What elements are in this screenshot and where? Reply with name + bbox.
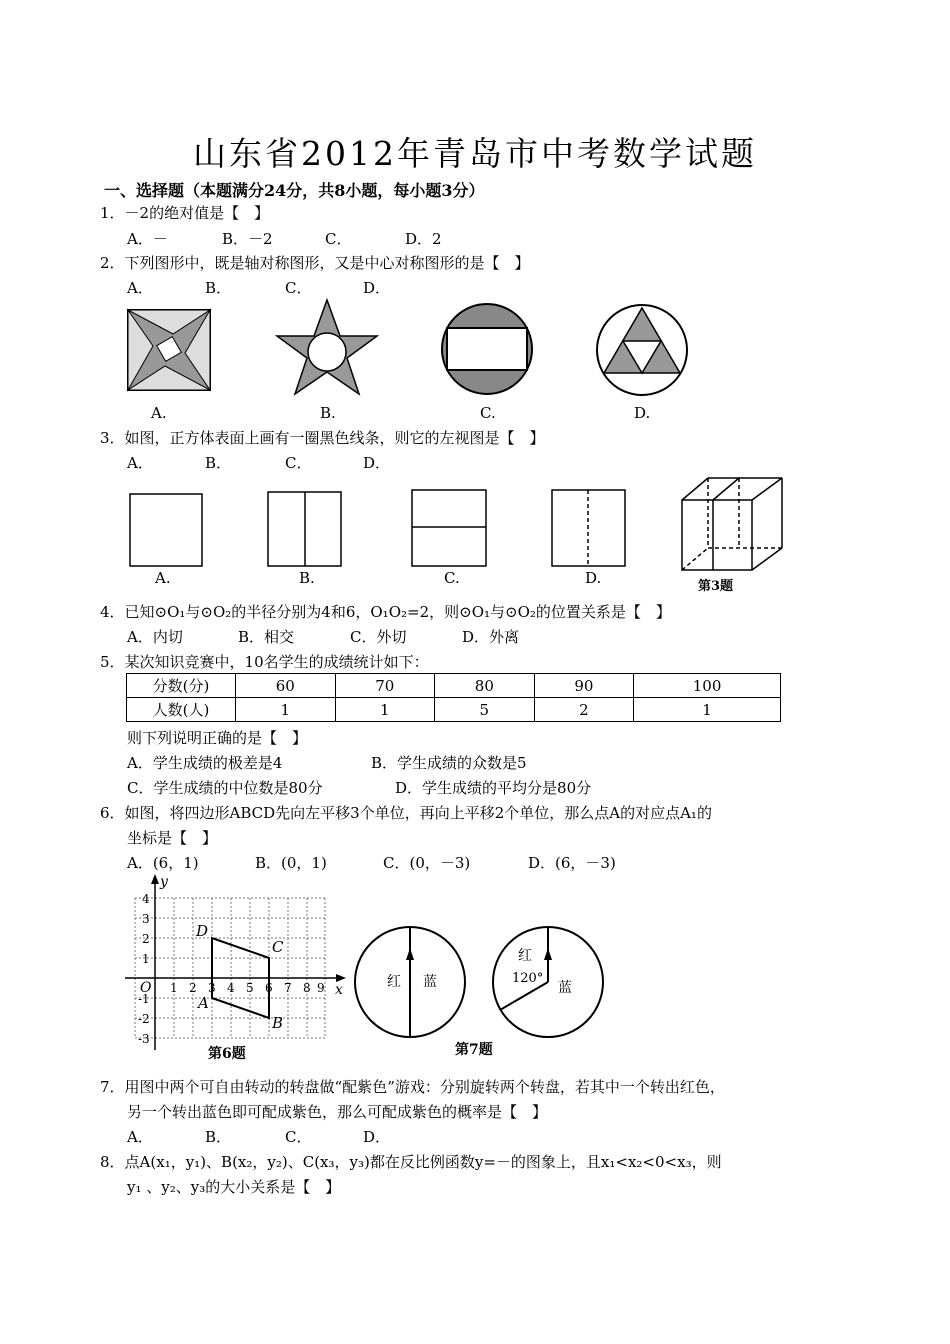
q7-option-b[interactable]: B． [205,1128,232,1146]
table-cell: 分数(分) [127,674,236,698]
q3-figure-a [130,494,202,566]
q2-figure-a [128,310,210,390]
q4-option-d[interactable]: D．外离 [462,628,520,646]
q5-option-c[interactable]: C．学生成绩的中位数是80分 [127,779,323,797]
table-row [127,674,781,698]
table-cell: 1 [236,698,336,722]
q1-stem: 1．－2的绝对值是【 】 [100,204,270,222]
q2-fig-label-a: A. [151,404,167,422]
q6-stem-line2: 坐标是【 】 [127,829,218,847]
q3-option-b[interactable]: B． [205,454,232,472]
q4-option-c[interactable]: C．外切 [350,628,407,646]
table-cell: 5 [435,698,535,722]
q2-fig-label-c: C. [480,404,496,422]
tick-label: 2 [142,932,150,946]
q5-score-table [126,673,781,722]
q6-caption: 第6题 [208,1046,246,1062]
q7-spinner-left [355,927,465,1037]
q3-figure-c [412,490,486,566]
tick-label: 3 [142,912,150,926]
q5-stem: 5．某次知识竞赛中，10名学生的成绩统计如下： [100,653,429,671]
q6-origin-label: O [140,980,152,996]
q3-fig-label-d: D. [585,569,602,587]
tick-label: -1 [138,992,150,1006]
tick-label: 1 [142,952,150,966]
table-cell: 90 [534,674,634,698]
q2-figure-b [277,300,377,394]
q3-cube [682,478,782,570]
q6-point-a: A [198,994,209,1012]
q6-option-d[interactable]: D．(6，－3) [528,854,616,872]
q1-option-d[interactable]: D．2 [405,230,442,248]
q6-grid [135,898,325,1038]
q1-option-a[interactable]: A．－ [127,230,168,248]
q5-option-d[interactable]: D．学生成绩的平均分是80分 [395,779,592,797]
q3-figures [115,472,805,597]
tick-label: 7 [284,981,292,995]
tick-label: 9 [317,981,325,995]
q6-y-axis-label: y [160,874,168,890]
q7-left-red-label: 红 [387,974,401,990]
tick-label: 1 [170,981,178,995]
q5-option-b[interactable]: B．学生成绩的众数是5 [371,754,527,772]
q6-option-c[interactable]: C．(0，－3) [383,854,471,872]
q2-stem: 2．下列图形中，既是轴对称图形，又是中心对称图形的是【 】 [100,254,530,272]
q2-fig-label-b: B. [320,404,336,422]
q7-stem-line1: 7．用图中两个可自由转动的转盘做“配紫色”游戏：分别旋转两个转盘，若其中一个转出红色， [100,1078,725,1096]
q6-q7-figures [120,870,620,1065]
table-cell: 80 [435,674,535,698]
q5-option-a[interactable]: A．学生成绩的极差是4 [127,754,283,772]
q3-option-c[interactable]: C． [285,454,312,472]
tick-label: -3 [138,1032,150,1046]
q7-right-blue-label: 蓝 [558,980,572,996]
q6-point-b: B [272,1014,284,1032]
q4-stem: 4．已知⊙O₁与⊙O₂的半径分别为4和6，O₁O₂=2，则⊙O₁与⊙O₂的位置关系是【 】 [100,603,671,621]
q6-option-a[interactable]: A．(6，1) [127,854,199,872]
q3-fig-label-b: B. [299,569,315,587]
q7-left-blue-label: 蓝 [423,974,437,990]
q2-figure-d [597,305,687,395]
q6-option-b[interactable]: B．(0，1) [255,854,327,872]
q4-option-a[interactable]: A．内切 [127,628,183,646]
q3-cube-caption: 第3题 [698,579,734,594]
q1-option-b[interactable]: B．－2 [222,230,273,248]
q4-option-b[interactable]: B．相交 [238,628,295,646]
tick-label: 3 [208,981,216,995]
q8-stem-line2: y₁ 、y₂、y₃的大小关系是【 】 [127,1178,341,1196]
table-cell: 70 [335,674,435,698]
table-cell: 60 [236,674,336,698]
tick-label: 2 [189,981,197,995]
q6-point-c: C [272,938,284,956]
q7-spinner-right [493,927,603,1037]
tick-label: 4 [227,981,235,995]
q2-fig-label-d: D. [634,404,651,422]
q7-option-a[interactable]: A． [127,1128,153,1146]
page-title: 山东省2012年青岛市中考数学试题 [193,134,757,173]
q2-option-d[interactable]: D． [363,279,391,297]
q6-x-axis-label: x [335,982,343,998]
q7-stem-line2: 另一个转出蓝色即可配成紫色，那么可配成紫色的概率是【 】 [127,1103,548,1121]
tick-label: 8 [303,981,311,995]
q3-stem: 3．如图，正方体表面上画有一圈黑色线条，则它的左视图是【 】 [100,429,545,447]
q3-option-d[interactable]: D． [363,454,391,472]
q7-right-angle-label: 120° [512,971,544,986]
q7-right-red-label: 红 [518,948,532,964]
table-row [127,698,781,722]
q6-stem-line1: 6．如图，将四边形ABCD先向左平移3个单位，再向上平移2个单位，那么点A的对应点A₁的 [100,804,712,822]
table-cell: 100 [634,674,781,698]
q2-figure-c [442,304,532,394]
tick-label: 6 [265,981,273,995]
table-cell: 1 [634,698,781,722]
q2-option-c[interactable]: C． [285,279,312,297]
q6-point-d: D [196,922,209,940]
q7-option-c[interactable]: C． [285,1128,312,1146]
q3-fig-label-c: C. [444,569,460,587]
tick-label: -2 [138,1012,150,1026]
q7-caption: 第7题 [455,1042,493,1058]
table-cell: 2 [534,698,634,722]
table-cell: 1 [335,698,435,722]
tick-label: 5 [246,981,254,995]
q2-figures [115,298,715,423]
q3-option-a[interactable]: A． [127,454,153,472]
q3-fig-label-a: A. [155,569,171,587]
section-heading: 一、选择题（本题满分24分，共8小题，每小题3分） [104,181,485,200]
q6-x-ticks [170,981,325,995]
tick-label: 4 [142,892,150,906]
q7-option-d[interactable]: D． [363,1128,391,1146]
q6-y-ticks [138,892,150,1046]
q2-option-a[interactable]: A． [127,279,153,297]
q5-after: 则下列说明正确的是【 】 [127,729,308,747]
table-cell: 人数(人) [127,698,236,722]
q8-stem-line1: 8．点A(x₁，y₁)、B(x₂，y₂)、C(x₃，y₃)都在反比例函数y=－的图象上，且x₁<x₂<0<x₃，则 [100,1153,722,1171]
q1-option-c[interactable]: C． [325,230,352,248]
q2-option-b[interactable]: B． [205,279,232,297]
